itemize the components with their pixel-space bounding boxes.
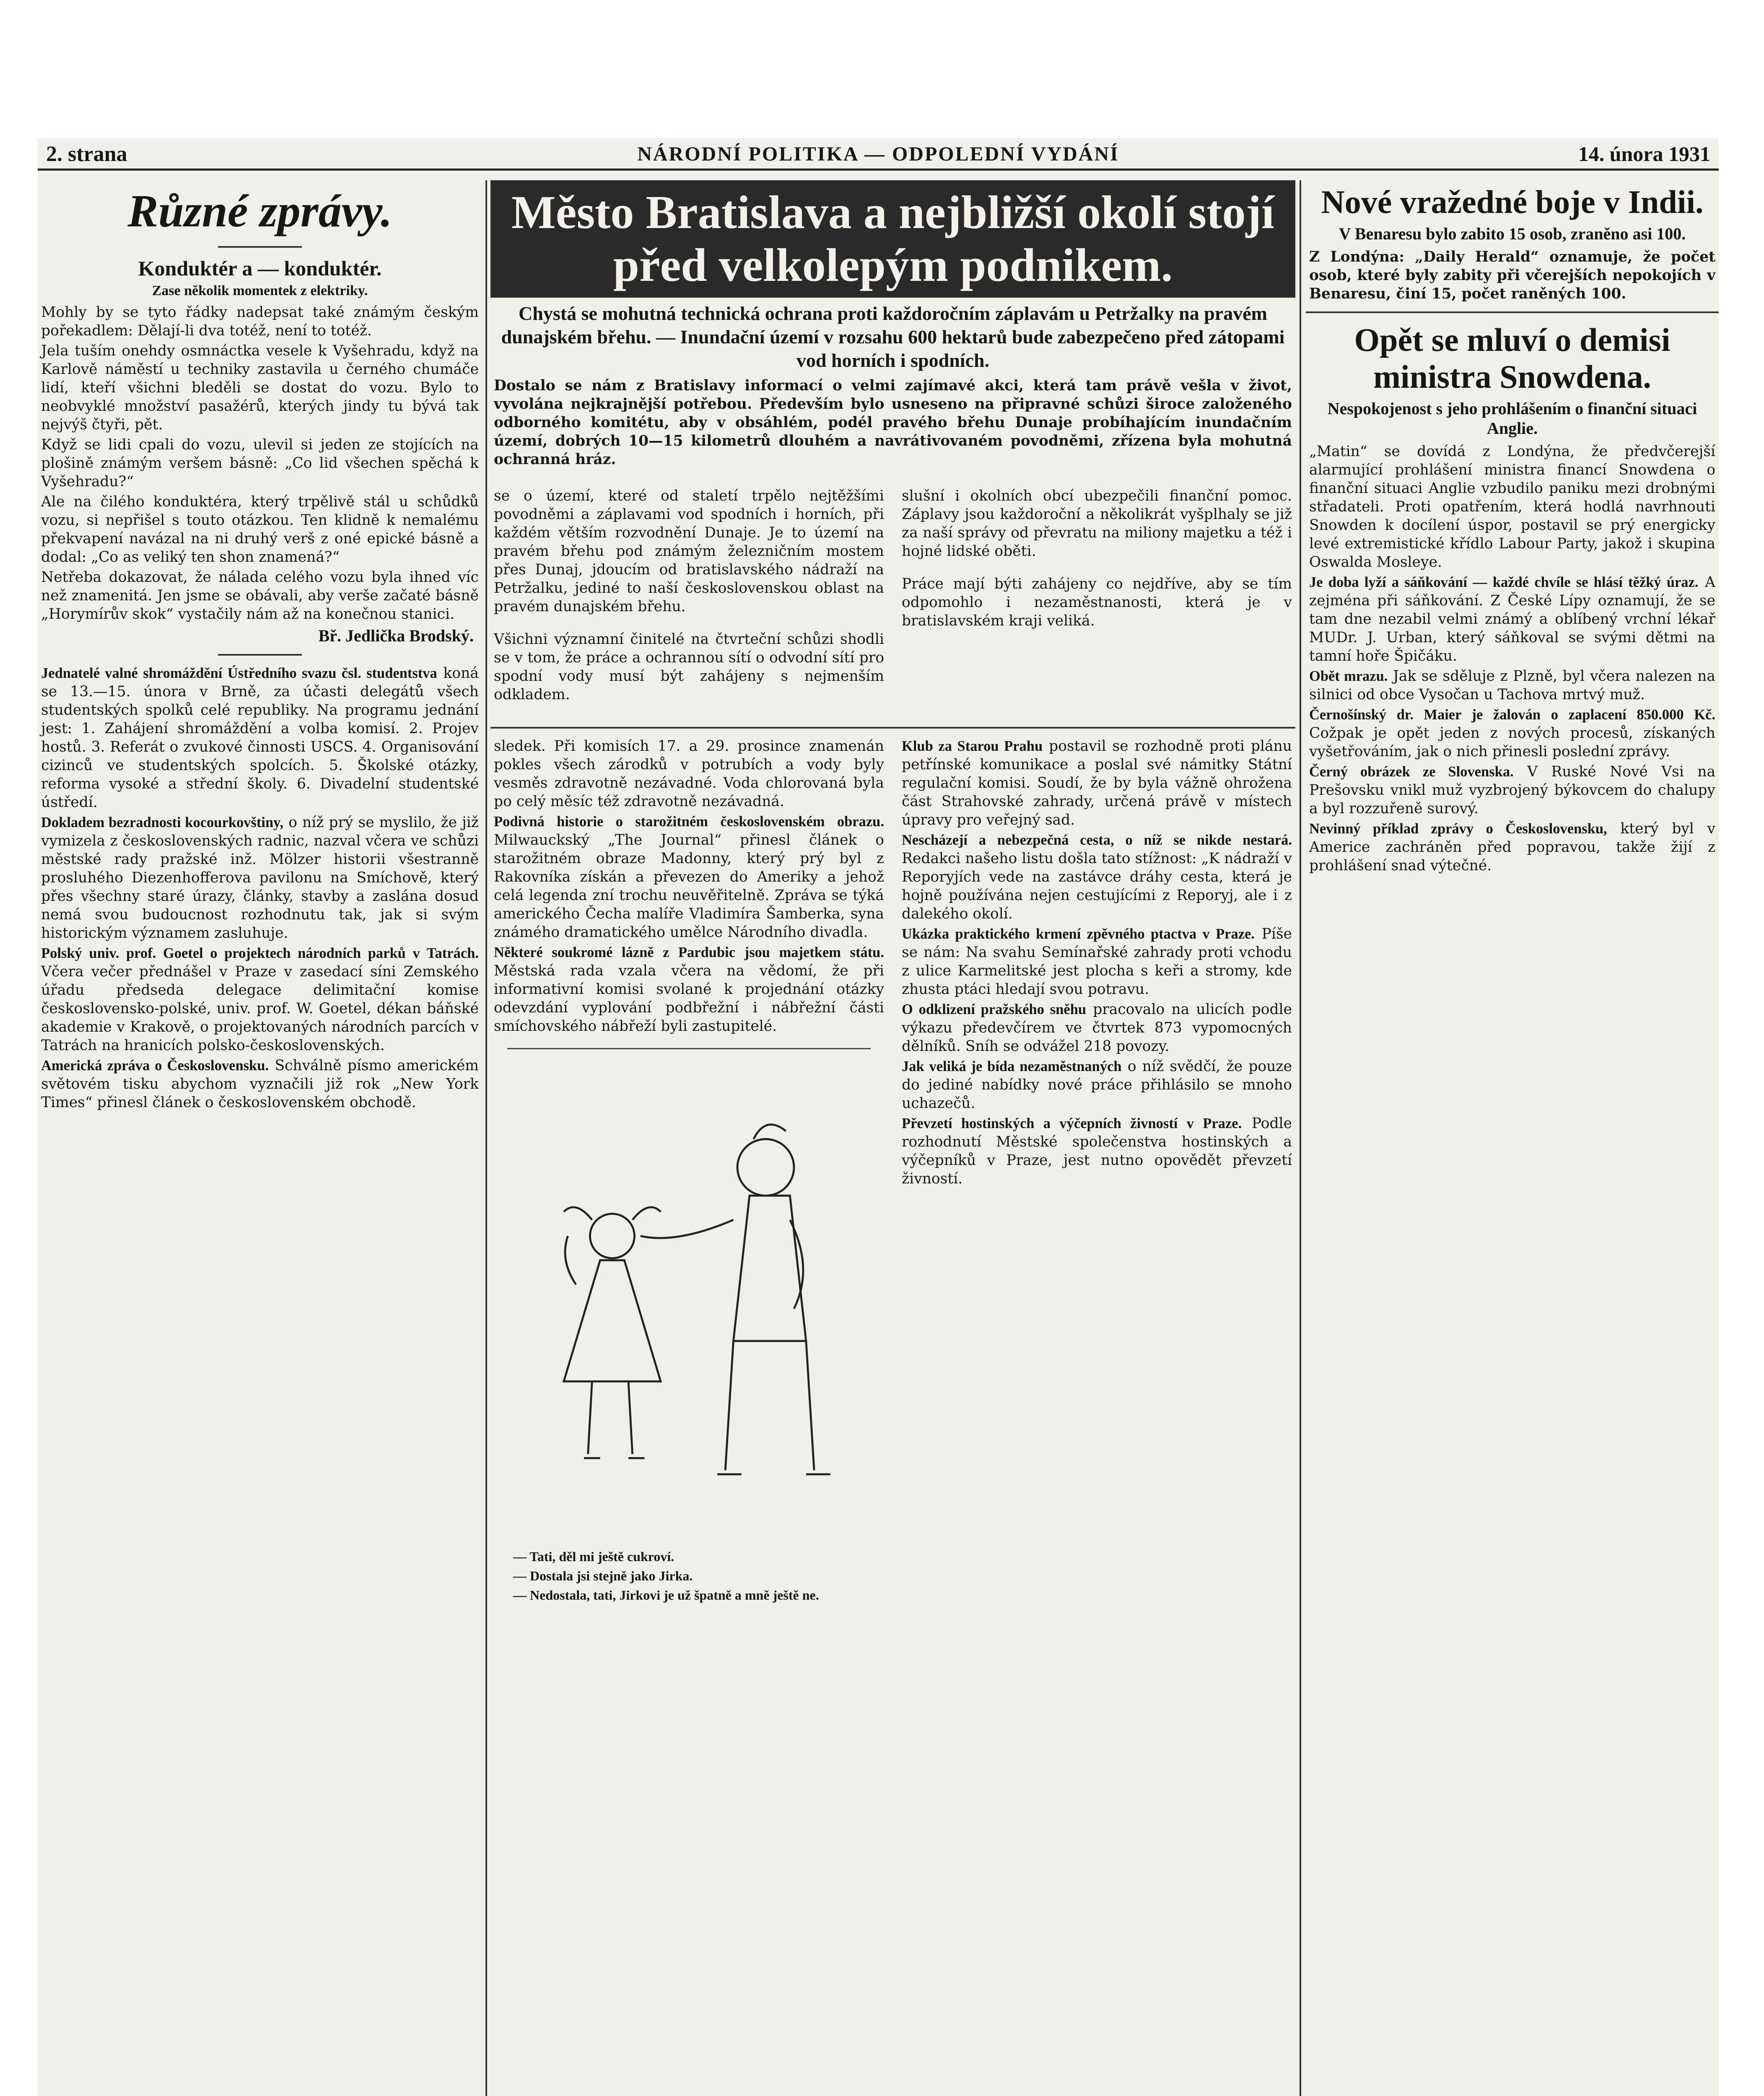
news-item [902,1057,1292,1113]
news-item-title: Dokladem bezradnosti kocourkovštiny, [41,815,284,830]
story-subheadline: V Benaresu bylo zabito 15 osob, zraněno asi 100. [1339,224,1686,243]
news-item-body: Redakci našeho listu došla tato stížnost: „K nádraží v Reporyjích vede na zastávce dráhy cesta, která je hojně používána nejen cestujícími z Reporyj, ale i z dalekého okolí. [902,850,1292,922]
body-paragraph: se o území, které od staletí trpělo nejtěžšími povodněmi a záplavami vod spodních i horních, při každém větším rozvodnění Dunaje. Je to území na pravém břehu pod známým železničním mostem přes Dunaj, jdoucím od bratislavského nádraží na Petržalku, jediné to naší československou oblast na pravém dunajském břehu. [494,487,884,615]
news-item-title: Ukázka praktického krmení zpěvného ptactva v Praze. [902,926,1255,942]
news-item [41,664,479,812]
news-item [1309,763,1715,818]
news-item-body: Cožpak je opět jeden z nových procesů, získaných vyšetřováním, jak o nich přinesli poslední zprávy. [1309,725,1715,760]
news-item-body: Včera večer přednášel v Praze v zasedací síni Zemského úřadu předseda delegace delimitační komise československo-polské, univ. prof. W. Goetel, dékan báňské akademie v Krakově, o projektovaných národních parcích v Tatrách na hranicích polsko-československých. [41,963,479,1054]
news-item [494,812,884,942]
news-item-title: Černý obrázek ze Slovenska. [1309,764,1514,780]
story-paragraph: Když se lidi cpali do vozu, ulevil si jeden ze stojících na plošině známým veršem básně: „Co lid všechen spěchá k Vyšehradu?“ [41,436,479,490]
story-paragraph: Netřeba dokazovat, že nálada celého vozu byla ihned víc než znamenitá. Jen jsme se obávali, aby verše začaté básně „Horymírův skok“ vystačily nám až na konečnou stanici. [41,569,479,623]
news-item-title: Je doba lyží a sáňkování — každé chvíle se hlásí těžký úraz. [1309,574,1699,590]
divider [218,246,302,248]
cartoon-caption: — Nedostala, tati, Jirkovi je už špatně a mně ještě ne. [513,1587,819,1603]
news-item-body: Píše se nám: Na svahu Semínařské zahrady proti vchodu z ulice Karmelitské jest plocha s keři a stromy, kde zhusta ptáci hledají svou potravu. [902,925,1292,998]
news-item [902,1000,1292,1056]
news-item-title: Jednatelé valné shromáždění Ústředního svazu čsl. studentstva [41,665,437,681]
news-item-body: postavil se rozhodně proti plánu petřínské komunikace a poslal své námitky Státní regulační komisi. Soudí, že by byla vážně ohrožena část Strahovské zahrady, určená právě v místech úpravy pro veřejný sad. [902,737,1292,828]
column-left [38,180,482,2096]
news-item-body: o níž svědčí, že pouze do jediné nabídky nové práce přihlásilo se mnoho uchazečů. [902,1058,1292,1112]
column-rule [1300,180,1301,2096]
news-item-title: Podivná historie o starožitném československém obrazu. [494,813,884,830]
story-subheadline: Nespokojenost s jeho prohlášením o finanční situaci Anglie. [1327,399,1697,438]
news-item-title: Polský univ. prof. Goetel o projektech národních parků v Tatrách. [41,945,479,961]
news-item [41,813,479,942]
news-item-body: Schválně písmo americkém světovém tisku abychom vyznačili již rok „New York Times“ přinesl článek o československém obchodě. [41,1057,479,1111]
lower-right-column [898,735,1295,1628]
news-item-body: A zejména při sáňkování. Z České Lípy oznamují, že se tam dne nezabil velmi známý a oblíbený vrchní lékař MUDr. J. Urban, který sáňkoval se svými dětmi na tamní hoře Špičáku. [1309,574,1715,664]
news-item [1309,820,1715,875]
story-paragraph: Mohly by se tyto řádky nadepsat také známým českým pořekadlem: Dělají-li dva totéž, není to totéž. [41,304,479,339]
story-title: Konduktér a — konduktér. [138,257,382,280]
news-item-title: Některé soukromé lázně z Pardubic jsou majetkem státu. [494,944,884,960]
main-subheadline: Chystá se mohutná technická ochrana proti každoročním záplavám u Petržalky na pravém dunajském břehu. — Inundační území v rozsahu 600 hektarů bude zabezpečeno před zátopami vod horních i spodních. [501,303,1285,371]
divider [218,654,302,656]
byline: Bř. Jedlička Brodský. [318,626,474,645]
news-item-title: Obět mrazu. [1309,668,1388,684]
news-item-body: koná se 13.—15. února v Brně, za účasti delegátů všech studentských spolků celé republiky. Na programu jednání jest: 1. Zahájení shromáždění a volba komisí. 2. Projev hostů. 3. Referát o zvukové činnosti USCS. 4. Organisování cizinců ve studentských spolcích. 5. Školské otázky, reforma vysoké a střední školy. 6. Divadelní studentské ústředí. [41,665,479,811]
lower-body [490,735,1295,1628]
divider [1306,311,1719,313]
main-headline: Město Bratislava a nejbližší okolí stojí před velkolepým podnikem. [490,180,1295,298]
cartoon-drawing [507,1049,871,1544]
news-item [494,943,884,1035]
newspaper-title: NÁRODNÍ POLITIKA — ODPOLEDNÍ VYDÁNÍ [637,143,1119,165]
column-right [1306,180,1719,2096]
news-item-body: Podle rozhodnutí Městské společenstva hostinských a výčepníků v Praze, jest nutno opovědět převzetí živností. [902,1115,1292,1187]
page-header [38,138,1719,171]
body-column [494,472,884,719]
cartoon-illustration [507,1048,871,1615]
section-heading: Různé zprávy. [127,185,392,236]
news-item-title: O odklizení pražského sněhu [902,1001,1087,1017]
news-item-title: Nescházejí a nebezpečná cesta, o níž se nikde nestará. [902,832,1292,848]
news-item-title: Jak veliká je bída nezaměstnaných [902,1058,1122,1074]
lower-left-column [490,735,887,1628]
news-item [41,944,479,1055]
news-item [1309,573,1715,665]
story-paragraph: „Matin“ se dovídá z Londýna, že předvčerejší alarmující prohlášení ministra financí Snowdena o finanční situaci Anglie vzbudilo paniku mezi drobnými střadateli. Proti opatřením, která hodlá navrhnouti Snowden k docílení úspor, postavil se prý energicky levé extremistické křídlo Labour Party, jakož i skupina Oswalda Mosleye. [1309,443,1715,571]
body-paragraph: Všichni významní činitelé na čtvrteční schůzi shodli se v tom, že práce a ochrannou sítí o odvodní sítí pro spodní vody musí být zahájeny s nejmenším odkladem. [494,631,884,703]
column-center [490,180,1295,2096]
story-paragraph: Jela tuším onehdy osmnáctka vesele k Vyšehradu, když na Karlově náměstí u techniky zastavila u černého chumáče lidí, kteří všichni bleděli se dostat do vozu. Bylo to neobvyklé množství pasažérů, kterých jindy tu bývá tak nejvýš čtyři, pět. [41,342,479,433]
story-subtitle: Zase několik momentek z elektriky. [152,283,368,298]
cartoon-caption: — Tati, děl mi ještě cukroví. [513,1549,674,1564]
story-paragraph: Z Londýna: „Daily Herald“ oznamuje, že počet osob, které byly zabity při včerejších nepokojích v Benaresu, činí 15, počet raněných 100. [1309,249,1715,302]
news-item-body: který byl v Americe zachráněn před popravou, takže žijí z prohlášení snad výtečné. [1309,820,1716,874]
news-item-body: pracovalo na ulicích podle výkazu předevčírem ve čtvrtek 873 vypomocných dělníků. Sníh se odvážel 218 povozy. [902,1001,1292,1055]
issue-date: 14. února 1931 [1578,142,1710,166]
body-column [902,472,1292,719]
cartoon-caption: — Dostala jsi stejně jako Jirka. [513,1568,693,1583]
news-item [1309,706,1715,761]
news-item-body: V Ruské Nové Vsi na Prešovsku vnikl muž vyzbrojený býkovcem do chalupy a byl rozzuřeně surový. [1309,763,1716,817]
news-item-title: Černošínský dr. Maier je žalován o zaplacení 850.000 Kč. [1309,707,1715,723]
page-number: 2. strana [46,142,127,166]
body-paragraph: Práce mají býti zahájeny co nejdříve, aby se tím odpomohlo i nezaměstnanosti, která je v bratislavském kraji veliká. [902,576,1292,629]
two-column-body [490,470,1295,720]
news-item [1309,667,1715,704]
news-item-title: Klub za Starou Prahu [902,738,1043,754]
news-item-title: Nevinný příklad zprávy o Československu, [1309,821,1607,837]
news-item-title: Převzetí hostinských a výčepních živností v Praze. [902,1115,1242,1131]
story-paragraph: Ale na čilého konduktéra, který trpělivě stál u schůdků vozu, si nepřišel s touto otázkou. Ten klidně k nemalému překvapení navázal na ni druhý verš z oné epické básně a dodal: „Co as veliký ten shon znamená?“ [41,493,479,566]
news-item [41,1056,479,1112]
lead-paragraph: Dostalo se nám z Bratislavy informací o velmi zajímavé akci, která tam právě vešla v život, vyvolána nejkrajnější potřebou. Především bylo usneseno na připravné schůzi široce založeného odborného komitétu, aby v obsáhlém, podél pravého břehu Dunaje probíhajícím inundačním území, dobrých 10—15 kilometrů dlouhém a navrátivovaném povodněmi, zřízena byla mohutná ochranná hráz. [494,377,1292,468]
body-paragraph: slušní i okolních obcí ubezpečili finanční pomoc. Záplavy jsou každoroční a několikrát vyšplhaly se již za naší správy od převratu na miliony majetku a též i hojné lidské oběti. [902,487,1292,560]
news-item-body: Městská rada vzala včera na vědomí, že při informativní komisi svolané k projednání otázky odevzdání vyplování podbřežní i nábřežní části smíchovského nábřeží byli zastupitelé. [494,962,884,1035]
news-item-body: Jak se sděluje z Plzně, byl včera nalezen na silnici od obce Vysočan u Tachova mrtvý muž. [1309,668,1715,703]
column-rule [485,180,487,2096]
newspaper-page [38,138,1719,2096]
news-item-body: o níž prý se myslilo, že již vymizela z československých radnic, nazval včera ve schůzi městské rady pražské inž. Mölzer historii všestranně prosluhého Diezenhofferova pavilonu na Smíchově, který přes všechny staré úrazy, články, stavby a zaslána dosud nemá svou budoucnost rozhodnutu tak, jak si svým historickým významem zasluhuje. [41,814,479,942]
news-item [902,737,1292,829]
news-item [902,925,1292,999]
story-headline: Nové vražedné boje v Indii. [1321,184,1704,220]
story-headline: Opět se mluví o demisi ministra Snowdena. [1354,322,1671,395]
body-paragraph: sledek. Při komisích 17. a 29. prosince znamenán pokles všech zárodků v potrubích a vody byly vesměs zdravotně nezávadné. Voda chlorovaná byla po celý měsíc též zdravotně nezávadná. [494,737,884,810]
news-item [902,831,1292,923]
news-item [902,1114,1292,1188]
divider [490,727,1295,729]
news-item-body: Milwauckský „The Journal“ přinesl článek o starožitném obraze Madonny, který prý byl z Rakovníka získán a převezen do Ameriky a jehož celá legenda zní trochu neuvěřitelně. Zpráva se týká amerického Čecha malíře Vladimíra Šamberka, syna známého dramatického umělce Národního divadla. [494,831,884,941]
news-item-title: Americká zpráva o Československu. [41,1058,269,1074]
